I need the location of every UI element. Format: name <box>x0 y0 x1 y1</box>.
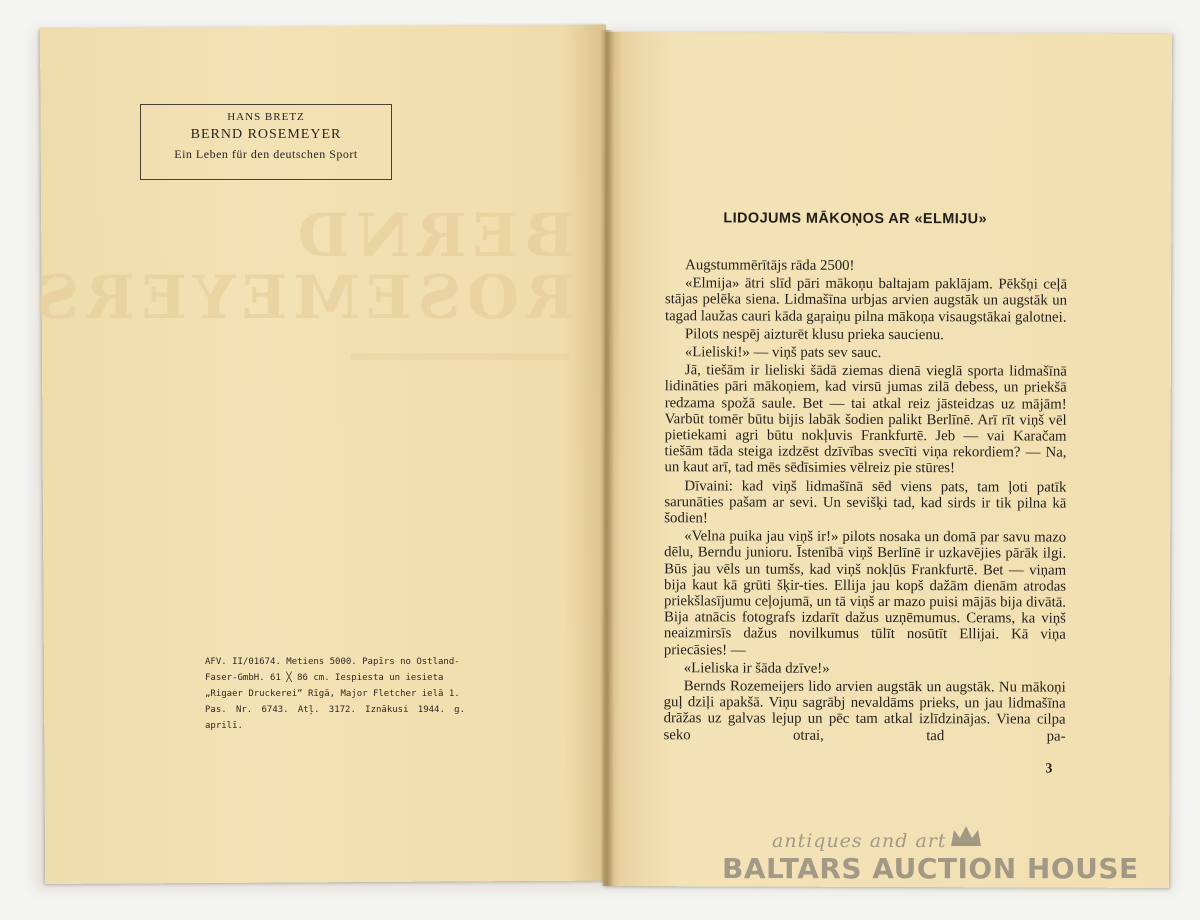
paragraph: Pilots nespēj aizturēt klusu prieka saucienu. <box>684 326 944 343</box>
chapter-body <box>664 257 1068 746</box>
watermark-brand: BALTARS AUCTION HOUSE <box>722 852 1139 885</box>
original-subtitle: Ein Leben für den deutschen Sport <box>174 147 358 161</box>
original-title-box <box>140 104 392 180</box>
imprint <box>205 654 465 734</box>
paragraph: «Elmija» ātri slīd pāri mākoņu baltajam paklājam. Pēkšņi ceļā stājas pelēka siena. Lidmašīna urbjas arvien augstāk un augstāk un tagad laužas cauri kāda gaŗaiņu pilna mākoņa visaugstākai galotnei. <box>664 275 1068 326</box>
paragraph: «Lieliska ir šāda dzīve!» <box>683 660 830 677</box>
show-through-title: BERND ROSEMEYERS <box>29 201 575 333</box>
right-page <box>603 32 1172 888</box>
imprint-line: AFV. II/01674. Metiens 5000. Papīrs no Ostland- <box>205 657 460 667</box>
paragraph: Bernds Rozemeijers lido arvien augstāk un augstāk. Nu mākoņi guļ dziļi apakšā. Viņu sagrābj nevaldāms prieks, un jau lidmašīna drāžas uz galvas lejup un pēc tam atkal izlīdzinājas. Viena cilpa seko otrai, tad pa- <box>663 678 1066 745</box>
crown-icon <box>948 824 984 848</box>
page-number: 3 <box>1045 761 1053 777</box>
paragraph: Jā, tiešām ir lieliski šādā ziemas dienā vieglā sporta lidmašīnā lidināties pāri mākoņiem, kad virsū jumas zilā debess, un priekšā redzama spožā saule. Bet — tai atkal reiz jāsteidzas uz mājām! Varbūt tomēr būtu bijis labāk šodien palikt Berlīnē. Arī rīt viņš vēl pietiekami agri būtu nokļuvis Frankfurtē. Jeb — vai Karačam tiešām tāda steiga izdzēst dzīvības svecīti viņa rekordiem? — Na, un kaut arī, tad mēs sēdīsimies vēlreiz pie stūres! <box>664 362 1067 477</box>
paragraph: Augstummērītājs rāda 2500! <box>685 257 855 274</box>
original-author: HANS BRETZ <box>227 111 305 123</box>
imprint-line: Faser-GmbH. 61 ╳ 86 cm. Iespiesta un iesieta <box>205 673 444 683</box>
book-gutter <box>600 30 614 886</box>
paragraph: «Lieliski!» — viņš pats sev sauc. <box>684 344 882 361</box>
auction-house-watermark <box>722 824 1139 890</box>
paragraph: Dīvaini: kad viņš lidmašīnā sēd viens pats, tam ļoti patīk sarunāties pašam ar sevi. Un sevišķi tad, kad sirds ir tik pilna kā šodien! <box>664 477 1067 527</box>
original-title: BERND ROSEMEYER <box>190 127 342 142</box>
imprint-line: Pas. Nr. 6743. Atļ. 3172. Iznākusi 1944. g. aprilī. <box>205 705 465 731</box>
watermark-tagline: antiques and art <box>772 830 947 852</box>
paragraph: «Velna puika jau viņš ir!» pilots nosaka un domā par savu mazo dēlu, Berndu junioru. Īstenībā viņš Berlīnē ir uzkavējies pārāk ilgi. Būs jau vēls un tumšs, kad viņš nokļūs Frankfurtē. Bet — viņam bija kaut kā grūti šķir-ties. Ellija jau kopš dažām dienām atrodas priekšlasījumu ceļojumā, un tā viņš ar mazo puisi mājās bija divātā. Bija atnācis fotografs izdarīt dažus uzņēmumus. Cerams, ka viņš neaizmirsīs dažus novilkumus tūlīt nosūtīt Ellijai. Kā viņa priecāsies! — <box>663 528 1067 659</box>
imprint-line: „Rigaer Druckerei“ Rīgā, Major Fletcher ielā 1. <box>205 689 460 699</box>
show-through-subtitle: ▬▬▬▬▬▬▬▬▬▬ <box>350 340 570 365</box>
chapter-title: LIDOJUMS MĀKOŅOS AR «ELMIJU» <box>723 210 988 228</box>
